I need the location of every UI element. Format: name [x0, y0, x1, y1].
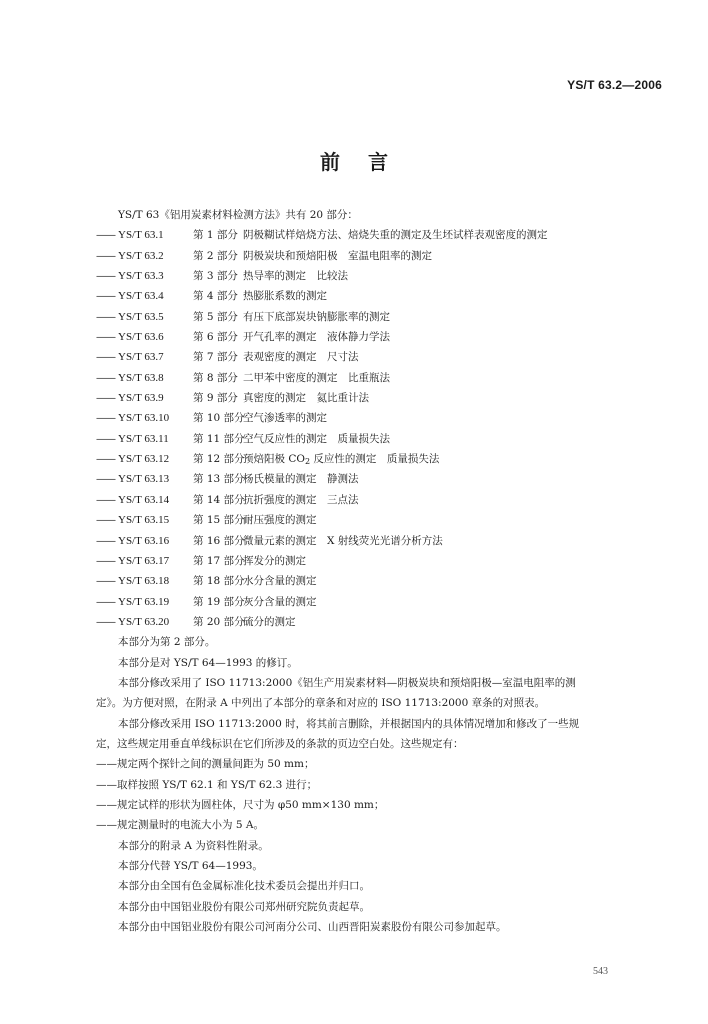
parts-list — [96, 225, 668, 632]
part-code: YS/T 63.5 — [118, 310, 164, 323]
part-number: 第 10 部分 — [193, 412, 245, 425]
part-code: YS/T 63.1 — [118, 229, 164, 242]
part-item — [96, 286, 668, 306]
item-dash: —— — [96, 371, 115, 384]
part-code: YS/T 63.6 — [118, 331, 164, 344]
item-dash: —— — [96, 310, 115, 323]
page-title: 前言 — [320, 150, 416, 174]
part-item — [96, 490, 668, 510]
rule-probe-distance: ——规定两个探针之间的测量间距为 50 mm； — [96, 758, 315, 771]
part-code: YS/T 63.19 — [118, 595, 170, 608]
para-replaces: 本部分代替 YS/T 64—1993。 — [118, 860, 263, 872]
part-item — [96, 266, 668, 286]
part-code: YS/T 63.14 — [118, 493, 170, 506]
part-name: 开气孔率的测定 液体静力学法 — [243, 331, 390, 344]
part-name: 有压下底部炭块钠膨胀率的测定 — [243, 310, 390, 323]
part-number: 第 14 部分 — [193, 493, 245, 506]
part-item — [96, 510, 668, 530]
para-iso-adoption-l2: 定》。为方便对照，在附录 A 中列出了本部分的章条和对应的 ISO 11713:2000 章条的对照表。 — [96, 697, 546, 710]
item-dash: —— — [96, 534, 115, 547]
item-dash: —— — [96, 392, 115, 405]
part-name: 阴极炭块和预焙阳极 室温电阻率的测定 — [243, 249, 432, 262]
part-item — [96, 571, 668, 591]
para-drafter: 本部分由中国铝业股份有限公司郑州研究院负责起草。 — [118, 900, 370, 913]
para-iso-adoption-l1: 本部分修改采用了 ISO 11713:2000《铝生产用炭素材料—阴极炭块和预焙阳极—室温电阻率的测 — [118, 676, 576, 689]
subscript: 2 — [304, 457, 311, 467]
part-name: 热膨胀系数的测定 — [243, 290, 327, 303]
part-number: 第 5 部分 — [193, 310, 238, 323]
part-item — [96, 429, 668, 449]
part-item — [96, 368, 668, 388]
item-dash: —— — [96, 554, 115, 567]
part-item — [96, 469, 668, 489]
part-name: 热导率的测定 比较法 — [243, 270, 348, 283]
part-item — [96, 408, 668, 428]
part-item — [96, 225, 668, 245]
para-annex: 本部分的附录 A 为资料性附录。 — [118, 839, 269, 852]
part-code: YS/T 63.15 — [118, 514, 170, 527]
part-number: 第 8 部分 — [193, 371, 238, 384]
part-number: 第 6 部分 — [193, 331, 238, 344]
part-name: 空气渗透率的测定 — [243, 412, 327, 425]
item-dash: —— — [96, 331, 115, 344]
part-name — [243, 449, 668, 469]
part-number: 第 13 部分 — [193, 473, 245, 486]
part-number: 第 7 部分 — [193, 351, 238, 364]
part-name: 微量元素的测定 X 射线荧光光谱分析方法 — [243, 534, 443, 547]
part-number: 第 20 部分 — [193, 615, 245, 628]
part-name: 耐压强度的测定 — [243, 514, 317, 527]
document-body — [96, 205, 668, 937]
part-item — [96, 246, 668, 266]
item-dash: —— — [96, 514, 115, 527]
part-code: YS/T 63.17 — [118, 554, 170, 567]
part-name: 水分含量的测定 — [243, 575, 317, 588]
intro-line: YS/T 63《铝用炭素材料检测方法》共有 20 部分： — [118, 209, 358, 221]
part-number: 第 9 部分 — [193, 392, 238, 405]
rule-sampling: ——取样按照 YS/T 62.1 和 YS/T 62.3 进行； — [96, 778, 318, 791]
part-code: YS/T 63.8 — [118, 371, 164, 384]
item-dash: —— — [96, 249, 115, 262]
part-code: YS/T 63.20 — [118, 615, 170, 628]
item-dash: —— — [96, 595, 115, 608]
part-code: YS/T 63.9 — [118, 392, 164, 405]
item-dash: —— — [96, 493, 115, 506]
part-name: 阴极糊试样焙烧方法、焙烧失重的测定及生坯试样表观密度的测定 — [243, 229, 548, 242]
part-number: 第 18 部分 — [193, 575, 245, 588]
part-item — [96, 449, 668, 469]
part-number: 第 4 部分 — [193, 290, 238, 303]
part-code: YS/T 63.13 — [118, 473, 170, 486]
part-item — [96, 307, 668, 327]
page-number: 543 — [593, 966, 608, 977]
part-code: YS/T 63.18 — [118, 575, 170, 588]
part-code: YS/T 63.3 — [118, 270, 164, 283]
item-dash: —— — [96, 615, 115, 628]
part-number: 第 15 部分 — [193, 514, 245, 527]
part-name: 二甲苯中密度的测定 比重瓶法 — [243, 371, 390, 384]
rule-specimen-shape: ——规定试样的形状为圆柱体，尺寸为 φ50 mm×130 mm； — [96, 798, 385, 811]
part-code: YS/T 63.12 — [118, 453, 170, 466]
part-name: 挥发分的测定 — [243, 554, 306, 567]
part-item — [96, 347, 668, 367]
para-modification-l2: 定，这些规定用垂直单线标识在它们所涉及的条款的页边空白处。这些规定有： — [96, 737, 464, 750]
part-name: 空气反应性的测定 质量损失法 — [243, 432, 390, 445]
part-item — [96, 612, 668, 632]
rule-current: ——规定测量时的电流大小为 5 A。 — [96, 819, 264, 832]
item-dash: —— — [96, 229, 115, 242]
part-number: 第 3 部分 — [193, 270, 238, 283]
part-number: 第 1 部分 — [193, 229, 238, 242]
part-number: 第 19 部分 — [193, 595, 245, 608]
part-name: 硫分的测定 — [243, 615, 296, 628]
para-revision: 本部分是对 YS/T 64—1993 的修订。 — [118, 656, 298, 669]
part-name: 抗折强度的测定 三点法 — [243, 493, 359, 506]
part-code: YS/T 63.16 — [118, 534, 170, 547]
part-name: 杨氏模量的测定 静测法 — [243, 473, 359, 486]
para-modification-l1: 本部分修改采用 ISO 11713:2000 时，将其前言删除，并根据国内的具体情况增加和修改了一些规 — [118, 717, 580, 730]
part-code: YS/T 63.2 — [118, 249, 164, 262]
item-dash: —— — [96, 575, 115, 588]
part-name: 表观密度的测定 尺寸法 — [243, 351, 359, 364]
item-dash: —— — [96, 453, 115, 466]
item-dash: —— — [96, 473, 115, 486]
item-dash: —— — [96, 270, 115, 283]
part-item — [96, 327, 668, 347]
part-item — [96, 592, 668, 612]
part-item — [96, 551, 668, 571]
part-number: 第 12 部分 — [193, 453, 245, 466]
part-name-post: 反应性的测定 质量损失法 — [310, 453, 440, 466]
item-dash: —— — [96, 351, 115, 364]
part-name-pre: 预焙阳极 CO — [243, 453, 305, 466]
item-dash: —— — [96, 432, 115, 445]
item-dash: —— — [96, 290, 115, 303]
standard-code: YS/T 63.2—2006 — [567, 78, 662, 92]
para-co-drafters: 本部分由中国铝业股份有限公司河南分公司、山西晋阳炭素股份有限公司参加起草。 — [118, 921, 507, 934]
part-item — [96, 388, 668, 408]
part-code: YS/T 63.7 — [118, 351, 164, 364]
part-number: 第 2 部分 — [193, 249, 238, 262]
para-part-number: 本部分为第 2 部分。 — [118, 636, 216, 649]
part-name: 灰分含量的测定 — [243, 595, 317, 608]
part-item — [96, 531, 668, 551]
part-code: YS/T 63.10 — [118, 412, 170, 425]
part-code: YS/T 63.11 — [118, 432, 169, 445]
item-dash: —— — [96, 412, 115, 425]
part-name: 真密度的测定 氦比重计法 — [243, 392, 369, 405]
part-number: 第 11 部分 — [193, 432, 245, 445]
part-code: YS/T 63.4 — [118, 290, 164, 303]
para-proposer: 本部分由全国有色金属标准化技术委员会提出并归口。 — [118, 880, 370, 893]
part-number: 第 17 部分 — [193, 554, 245, 567]
part-number: 第 16 部分 — [193, 534, 245, 547]
